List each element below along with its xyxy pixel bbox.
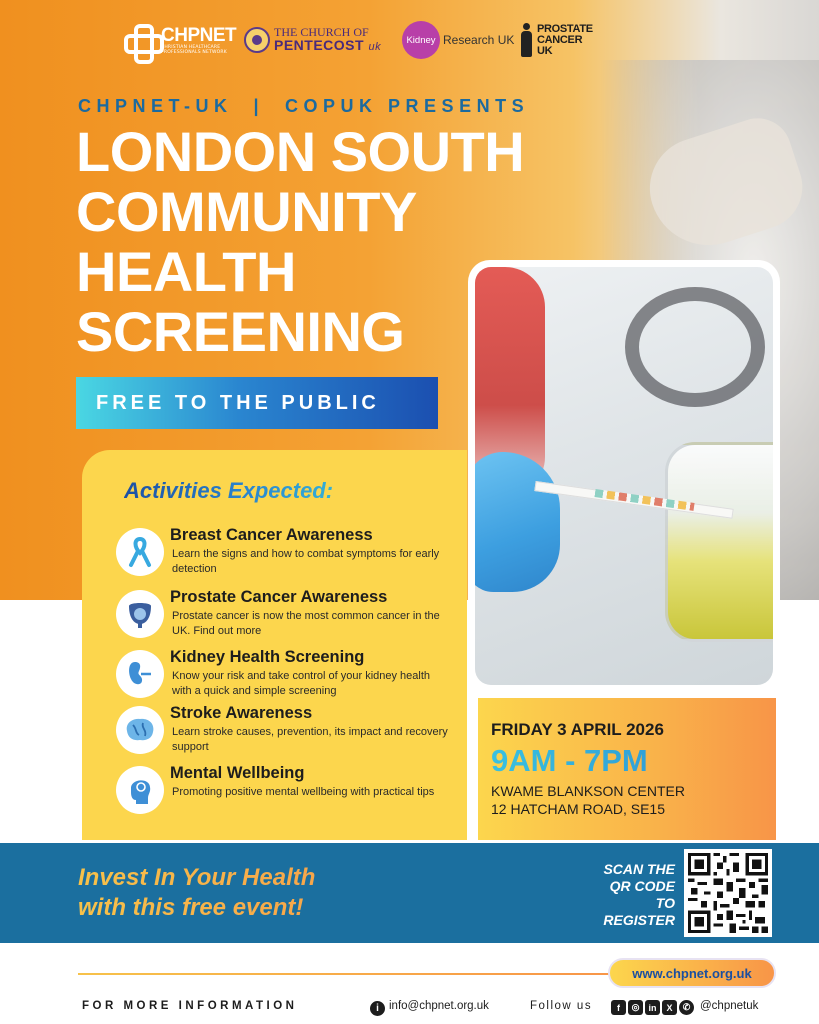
photo-blue-glove (475, 452, 560, 592)
invest-slogan (78, 863, 315, 923)
event-date: FRIDAY 3 APRIL 2026 (491, 720, 664, 739)
photo-sample-cup (665, 442, 773, 642)
activity-name: Mental Wellbeing (170, 764, 305, 782)
instagram-icon[interactable]: ◎ (628, 1000, 643, 1015)
prostate-line2: CANCER UK (536, 33, 583, 57)
kidney-text: Research UK (443, 33, 515, 47)
title-line: SCREENING (76, 300, 405, 363)
presents-line: CHPNET-UK | COPUK PRESENTS (78, 96, 530, 116)
prostate-cancer-uk-logo (520, 18, 600, 62)
x-icon[interactable]: X (662, 1000, 677, 1015)
activity-item (116, 648, 456, 704)
activity-item (116, 764, 456, 820)
church-seal-icon (244, 27, 270, 53)
venue-address: 12 HATCHAM ROAD, SE15 (491, 801, 666, 817)
title-line: COMMUNITY (76, 180, 417, 243)
info-icon: i (370, 1001, 385, 1016)
website-link[interactable]: www.chpnet.org.uk (608, 958, 776, 988)
cop-line1: THE CHURCH OF (274, 25, 369, 39)
scan-line: TO (655, 895, 675, 911)
activity-name: Prostate Cancer Awareness (170, 588, 388, 606)
ribbon-icon (116, 528, 164, 576)
facebook-icon[interactable]: f (611, 1000, 626, 1015)
social-icons (611, 1000, 694, 1015)
cross-icon (124, 24, 156, 56)
chpnet-subtitle: CHRISTIAN HEALTHCARE PROFESSIONALS NETWORK (161, 44, 227, 55)
free-to-public-banner (76, 377, 438, 429)
chpnet-logo (124, 18, 241, 62)
more-info-label: FOR MORE INFORMATION (82, 1000, 298, 1012)
activity-description: Learn the signs and how to combat symptoms for early detection (172, 548, 440, 575)
linkedin-icon[interactable]: in (645, 1000, 660, 1015)
social-handle[interactable]: @chpnetuk (700, 1000, 759, 1012)
activity-item (116, 704, 456, 760)
person-figure-icon (520, 23, 532, 57)
partner-logos (120, 18, 600, 64)
prostate-line1: PROSTATE (536, 22, 593, 35)
email-link[interactable]: info@chpnet.org.uk (389, 1000, 489, 1012)
register-band (0, 843, 819, 943)
event-info-box (478, 698, 776, 840)
kidney-icon (116, 650, 164, 698)
activity-item (116, 526, 456, 582)
activity-description: Promoting positive mental wellbeing with practical tips (172, 786, 435, 798)
prostate-icon (116, 590, 164, 638)
chpnet-name: CHPNET (161, 24, 237, 46)
scan-line: SCAN THE (603, 861, 675, 877)
head-icon (116, 766, 164, 814)
scan-line: QR CODE (609, 878, 675, 894)
scan-line: REGISTER (603, 912, 675, 928)
whatsapp-icon[interactable]: ✆ (679, 1000, 694, 1015)
cop-line2: PENTECOST (274, 37, 365, 53)
follow-label: Follow us (530, 1000, 593, 1012)
urine-test-photo-card (468, 260, 780, 692)
activities-panel (82, 450, 467, 840)
title-line: LONDON SOUTH (76, 120, 525, 183)
title-line: HEALTH (76, 240, 296, 303)
activities-heading: Activities Expected: (124, 478, 334, 503)
cop-suffix: uk (368, 41, 382, 53)
venue-name: KWAME BLANKSON CENTER (491, 783, 685, 799)
kidney-pill: Kidney (402, 21, 440, 59)
photo-stethoscope (625, 287, 765, 407)
event-venue (491, 782, 776, 818)
activity-description: Prostate cancer is now the most common cancer in the UK. Find out more (172, 610, 440, 637)
activity-name: Breast Cancer Awareness (170, 526, 373, 544)
slogan-line1: Invest In Your Health (78, 864, 316, 891)
slogan-line2: with this free event! (78, 894, 304, 921)
church-of-pentecost-logo (244, 18, 381, 62)
activity-item (116, 588, 456, 644)
qr-code-icon (688, 853, 768, 933)
scan-instructions (570, 861, 675, 929)
activity-description: Learn stroke causes, prevention, its impact and recovery support (172, 726, 448, 753)
event-time: 9AM - 7PM (491, 744, 776, 778)
kidney-research-logo (402, 18, 514, 62)
qr-code[interactable] (684, 849, 772, 937)
footer-divider (78, 973, 618, 975)
activity-name: Stroke Awareness (170, 704, 313, 722)
activity-name: Kidney Health Screening (170, 648, 365, 666)
free-label: FREE TO THE PUBLIC (96, 391, 380, 414)
urine-test-photo (475, 267, 773, 685)
activity-description: Know your risk and take control of your kidney health with a quick and simple screening (172, 670, 431, 697)
brain-icon (116, 706, 164, 754)
